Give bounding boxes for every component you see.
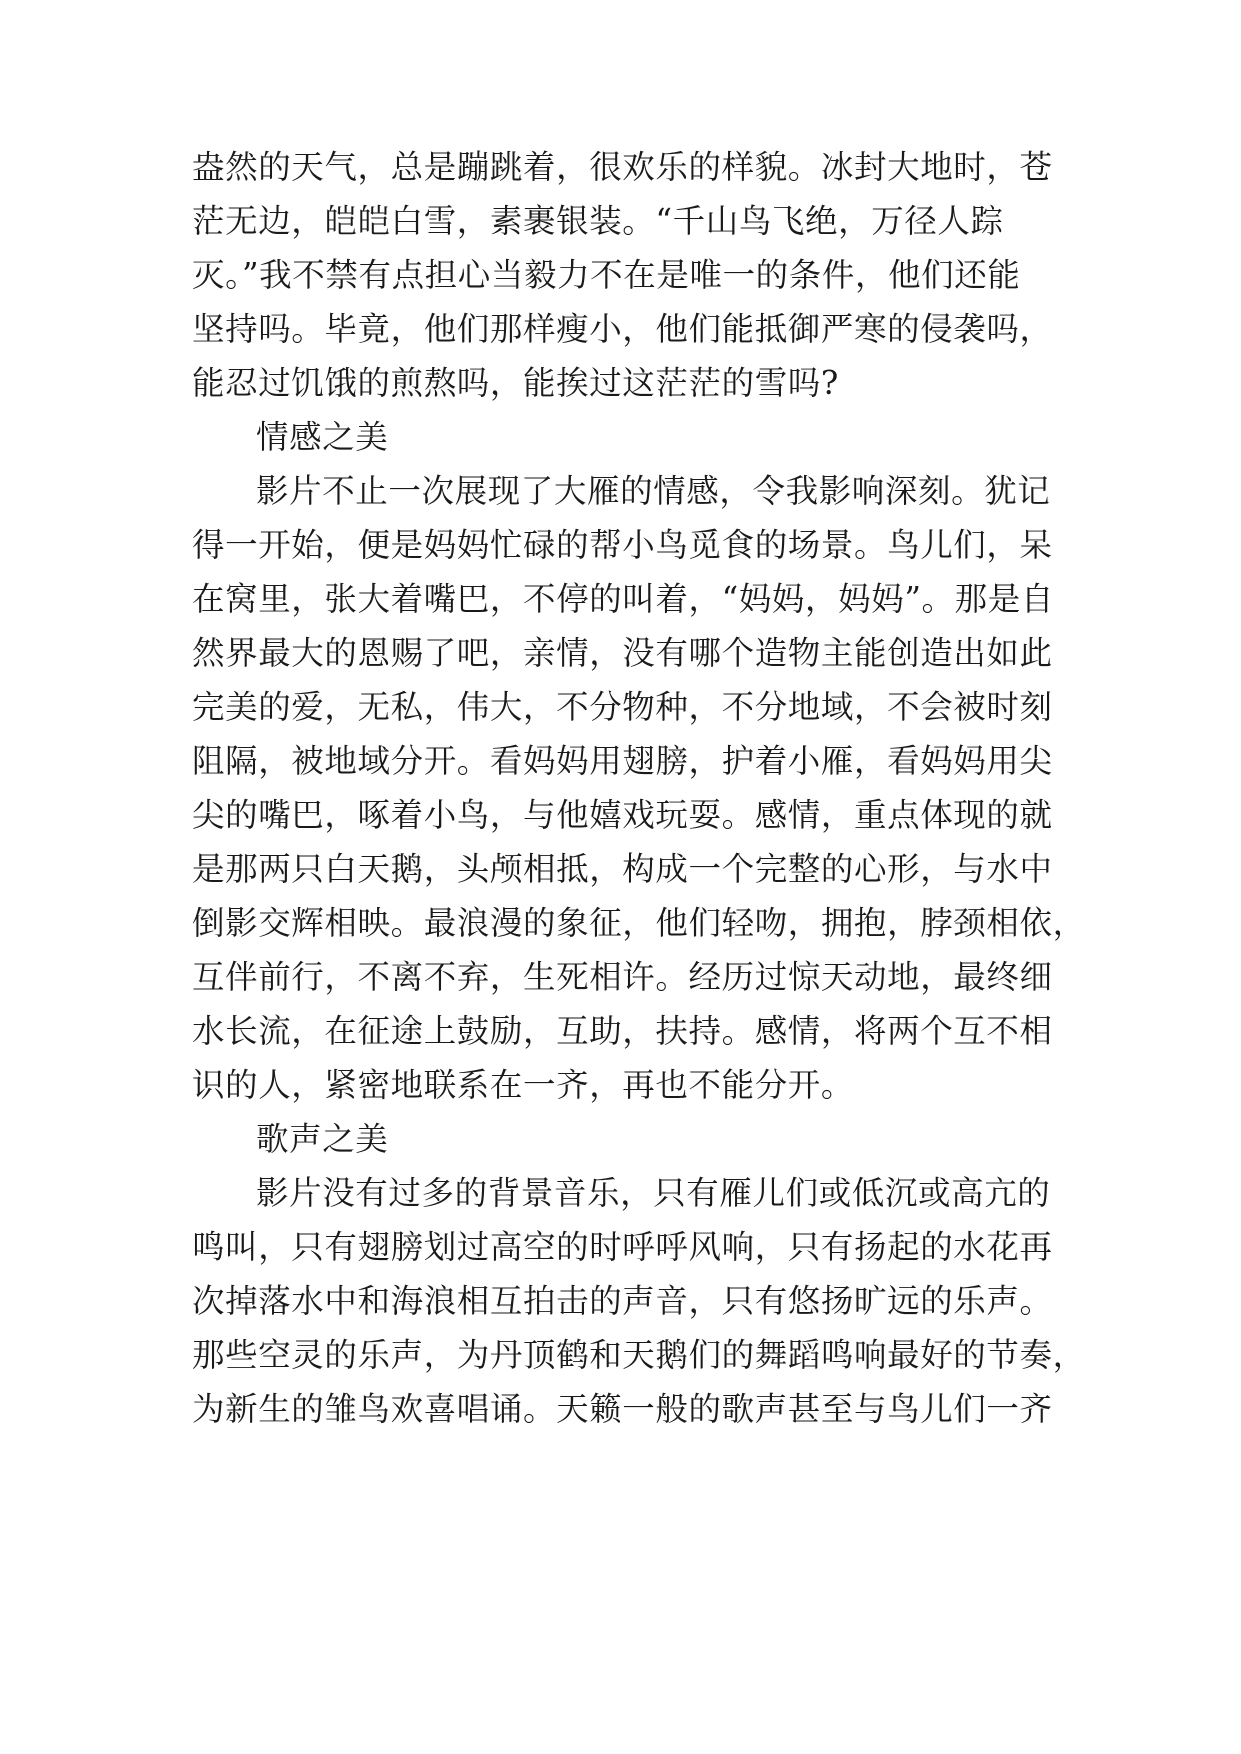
paragraph-line: 次掉落水中和海浪相互拍击的声音，只有悠扬旷远的乐声。 [192,1282,1053,1320]
paragraph-line: 然界最大的恩赐了吧，亲情，没有哪个造物主能创造出如此 [192,634,1053,672]
paragraph-line: 识的人，紧密地联系在一齐，再也不能分开。 [192,1066,855,1104]
paragraph-line: 坚持吗。毕竟，他们那样瘦小，他们能抵御严寒的侵袭吗， [192,310,1053,348]
paragraph-line: 互伴前行，不离不弃，生死相许。经历过惊天动地，最终细 [192,958,1053,996]
paragraph-line: 茫无边，皑皑白雪，素裹银装。“千山鸟飞绝，万径人踪 [192,202,1004,240]
paragraph-line: 倒影交辉相映。最浪漫的象征，他们轻吻，拥抱，脖颈相依， [192,904,1086,942]
paragraph-line: 阻隔，被地域分开。看妈妈用翅膀，护着小雁，看妈妈用尖 [192,742,1053,780]
paragraph-line: 影片不止一次展现了大雁的情感，令我影响深刻。犹记 [256,472,1051,510]
paragraph-line: 灭。”我不禁有点担心当毅力不在是唯一的条件，他们还能 [192,256,1021,294]
paragraph-line: 鸣叫，只有翅膀划过高空的时呼呼风响，只有扬起的水花再 [192,1228,1053,1266]
paragraph-line: 能忍过饥饿的煎熬吗，能挨过这茫茫的雪吗? [192,364,839,402]
paragraph-line: 尖的嘴巴，啄着小鸟，与他嬉戏玩耍。感情，重点体现的就 [192,796,1053,834]
paragraph-line: 影片没有过多的背景音乐，只有雁儿们或低沉或高亢的 [256,1174,1051,1212]
paragraph-line: 完美的爱，无私，伟大，不分物种，不分地域，不会被时刻 [192,688,1053,726]
paragraph-line: 盎然的天气，总是蹦跳着，很欢乐的样貌。冰封大地时，苍 [192,148,1053,186]
section-heading-song: 歌声之美 [256,1120,389,1158]
paragraph-line: 那些空灵的乐声，为丹顶鹤和天鹅们的舞蹈鸣响最好的节奏， [192,1336,1086,1374]
paragraph-line: 为新生的雏鸟欢喜唱诵。天籁一般的歌声甚至与鸟儿们一齐 [192,1390,1053,1428]
paragraph-line: 在窝里，张大着嘴巴，不停的叫着，“妈妈，妈妈”。那是自 [192,580,1054,618]
paragraph-line: 得一开始，便是妈妈忙碌的帮小鸟觅食的场景。鸟儿们，呆 [192,526,1053,564]
section-heading-emotion: 情感之美 [256,418,389,456]
paragraph-line: 水长流，在征途上鼓励，互助，扶持。感情，将两个互不相 [192,1012,1053,1050]
paragraph-line: 是那两只白天鹅，头颅相抵，构成一个完整的心形，与水中 [192,850,1053,888]
